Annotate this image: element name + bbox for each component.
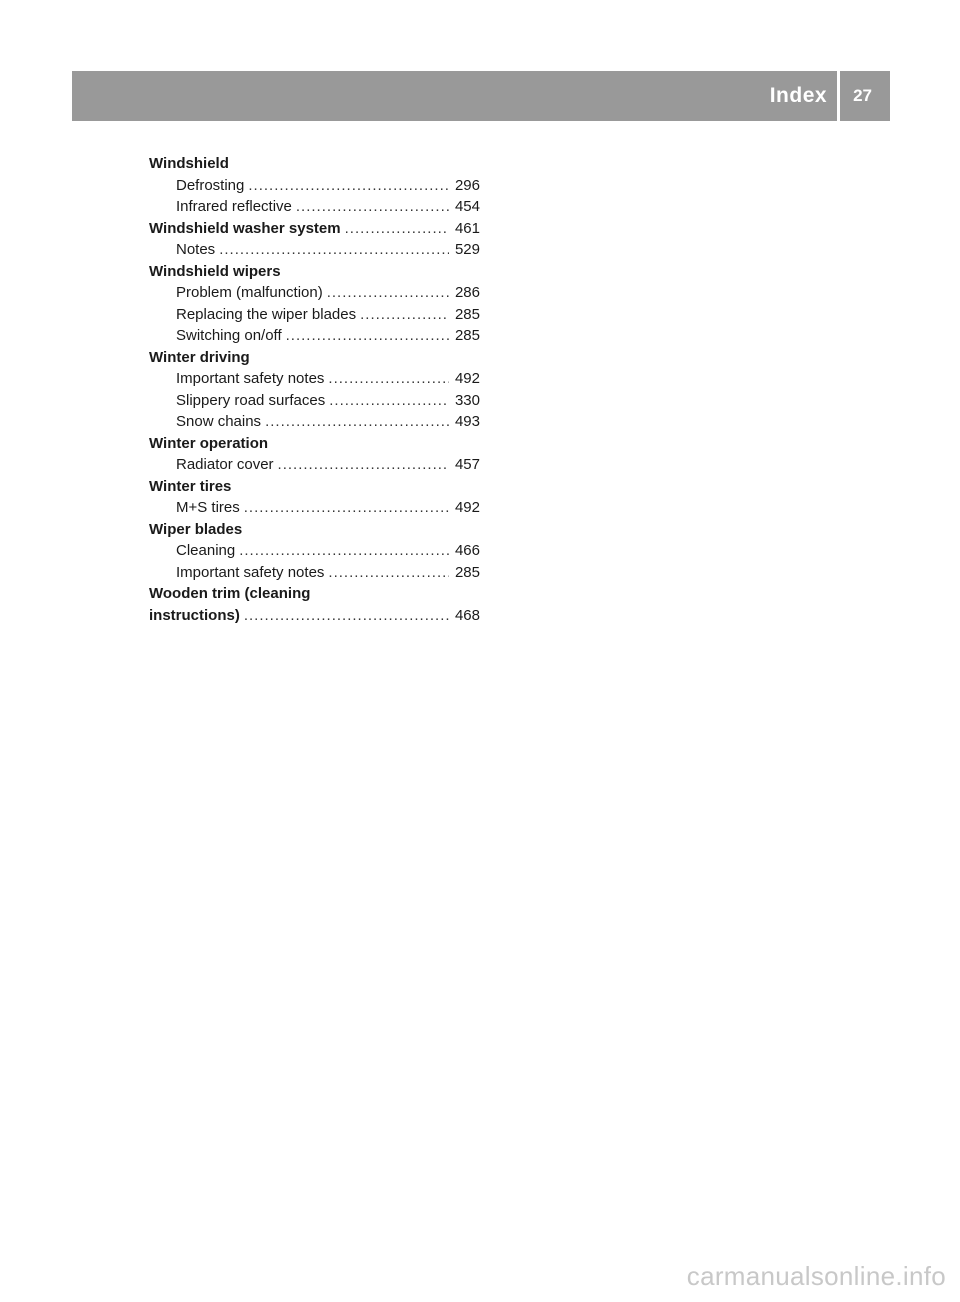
dot-leader	[265, 411, 449, 433]
dot-leader	[219, 239, 449, 261]
entry-label: Problem (malfunction)	[176, 284, 323, 301]
entry-page: 454	[454, 198, 480, 215]
entry-label: Replacing the wiper blades	[176, 305, 357, 323]
dot-leader	[244, 605, 449, 627]
index-heading-wiper-blades: Wiper blades	[149, 520, 243, 538]
index-entry[interactable]	[149, 497, 480, 519]
page-header	[72, 71, 890, 121]
entry-label: Important safety notes	[176, 370, 325, 387]
entry-label: Notes	[176, 241, 216, 258]
dot-leader	[328, 562, 449, 584]
dot-leader	[328, 368, 449, 390]
entry-page: 492	[454, 499, 480, 516]
entry-page: 492	[454, 370, 480, 387]
index-entry[interactable]	[149, 282, 480, 304]
entry-label: Windshield washer system	[149, 219, 341, 237]
index-entry[interactable]	[149, 368, 480, 390]
index-entry[interactable]	[149, 411, 480, 433]
entry-page: 493	[454, 413, 480, 430]
index-entry[interactable]	[149, 175, 480, 197]
entry-page: 296	[454, 176, 480, 194]
entry-page: 285	[454, 305, 480, 323]
entry-label: Switching on/off	[176, 327, 282, 344]
entry-label: Important safety notes	[176, 563, 325, 581]
entry-page: 468	[454, 606, 480, 624]
index-entry[interactable]	[149, 325, 480, 347]
entry-label: Defrosting	[176, 176, 245, 194]
index-heading-winter-tires: Winter tires	[149, 477, 232, 495]
watermark: carmanualsonline.info	[686, 1261, 946, 1291]
entry-page: 461	[454, 219, 480, 237]
index-heading-winter-operation: Winter operation	[149, 434, 269, 452]
entry-page: 466	[454, 542, 480, 559]
index-heading-washer[interactable]	[149, 218, 480, 240]
index-heading-wooden-trim: Wooden trim (cleaning	[149, 585, 311, 602]
index-heading-windshield: Windshield	[149, 155, 229, 172]
index-entry[interactable]	[149, 304, 480, 326]
dot-leader	[296, 196, 449, 218]
index-entry[interactable]	[149, 239, 480, 261]
entry-label: instructions)	[149, 606, 240, 624]
dot-leader	[360, 304, 449, 326]
index-heading-wipers: Windshield wipers	[149, 262, 281, 280]
page-number: 27	[853, 86, 872, 105]
index-entry[interactable]	[149, 390, 480, 412]
entry-label: M+S tires	[176, 499, 240, 516]
dot-leader	[239, 540, 449, 562]
entry-page: 457	[454, 456, 480, 473]
entry-label: Slippery road surfaces	[176, 391, 326, 409]
dot-leader	[345, 218, 449, 240]
dot-leader	[329, 390, 449, 412]
index-heading-winter-driving: Winter driving	[149, 348, 250, 366]
index-entry[interactable]	[149, 196, 480, 218]
dot-leader	[244, 497, 449, 519]
dot-leader	[286, 325, 449, 347]
entry-label: Radiator cover	[176, 456, 274, 473]
entry-page: 330	[454, 391, 480, 409]
section-title: Index	[769, 84, 828, 107]
entry-label: Infrared reflective	[176, 198, 292, 215]
index-entry[interactable]	[149, 454, 480, 476]
entry-page: 286	[454, 284, 480, 301]
dot-leader	[248, 175, 449, 197]
entry-label: Snow chains	[176, 413, 262, 430]
dot-leader	[327, 282, 449, 304]
entry-page: 529	[454, 241, 480, 258]
entry-page: 285	[454, 563, 480, 581]
entry-label: Cleaning	[176, 542, 236, 559]
index-entry[interactable]	[149, 540, 480, 562]
entry-page: 285	[454, 327, 480, 344]
dot-leader	[278, 454, 449, 476]
index-list	[149, 153, 480, 626]
index-entry-wooden-trim[interactable]	[149, 605, 480, 627]
index-entry[interactable]	[149, 562, 480, 584]
